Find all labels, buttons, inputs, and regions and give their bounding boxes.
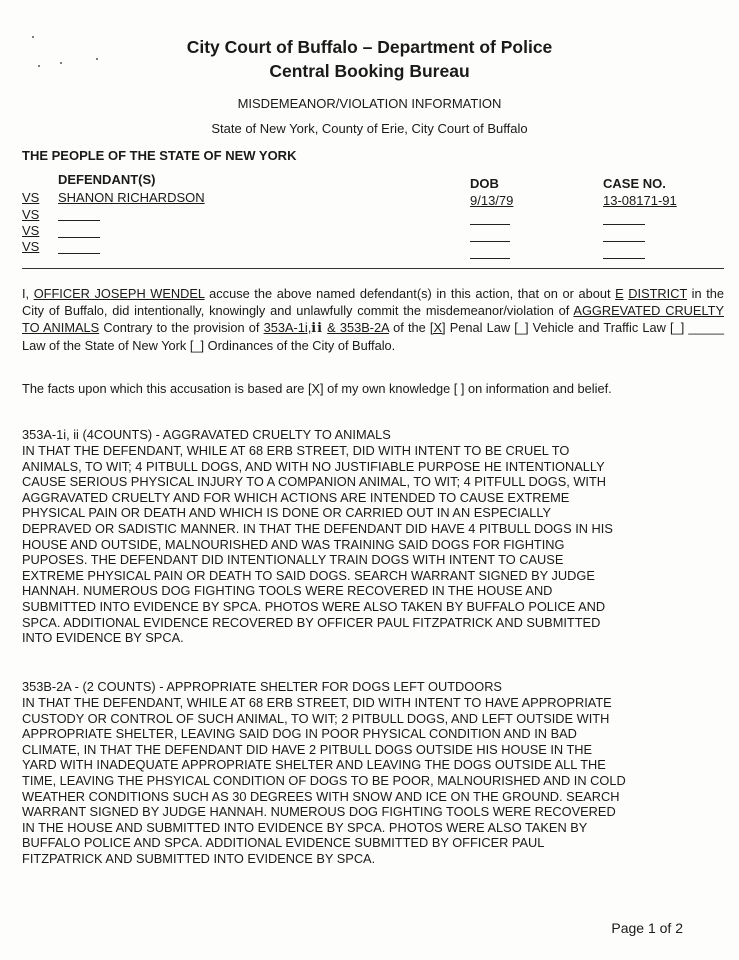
accusation-text: Contrary to the provision of — [99, 320, 264, 335]
vs-label: VS — [22, 223, 40, 238]
charge-line: SPCA. ADDITIONAL EVIDENCE RECOVERED BY OFFICER PAUL FITZPATRICK AND SUBMITTED — [22, 614, 601, 630]
offense-name: AGGREVATED CRUELTY TO ANIMALS — [22, 303, 724, 335]
accusation-text: accuse the above named defendant(s) in this action, that on or about — [204, 286, 616, 301]
charge-line: TIME, LEAVING THE PHSYICAL CONDITION OF DOGS TO BE POOR, MALNOURISHED AND IN COLD — [22, 772, 626, 788]
charge-line: PHYSICAL PAIN OR DEATH AND WHICH IS DONE OR CARRIED OUT IN AN ESPECIALLY — [22, 505, 552, 521]
charge-1-title: 353A-1i, ii (4COUNTS) - AGGRAVATED CRUELTY TO ANIMALS — [22, 427, 391, 442]
handwritten-addition: ii — [311, 321, 323, 336]
bureau-title: Central Booking Bureau — [269, 61, 470, 81]
district-value: DISTRICT — [628, 286, 688, 301]
accusation-text: of the — [388, 320, 430, 335]
jurisdiction-line: State of New York, County of Erie, City Court of Buffalo — [211, 121, 528, 136]
charge-line: DEPRAVED OR SADISTIC MANNER. IN THAT THE DEFENDANT DID HAVE 4 PITBULL DOGS IN HIS — [22, 520, 613, 536]
charge-line: HOUSE AND OUTSIDE, MALNOURISHED AND WAS TRAINING SAID DOGS FOR FIGHTING — [22, 536, 565, 552]
charge-line: INTO EVIDENCE BY SPCA. — [22, 630, 184, 646]
vs-label: VS — [22, 239, 40, 254]
accusation-text: in the City of Buffalo, did intentionally, knowingly and unlawfully commit the misdemeanor/violation of — [22, 286, 724, 318]
blank-case-line — [603, 224, 645, 225]
charge-line: CUSTODY OR CONTROL OF SUCH ANIMAL, TO WIT; 2 PITBULL DOGS, AND LEFT OUTSIDE WITH — [22, 710, 610, 726]
district-value: E — [615, 286, 624, 301]
accusation-text: I, — [22, 286, 34, 301]
charge-line: IN THAT THE DEFENDANT, WHILE AT 68 ERB STREET, DID WITH INTENT TO HAVE APPROPRIATE — [22, 695, 612, 710]
blank-dob-line — [470, 224, 510, 225]
charge-line: WEATHER CONDITIONS SUCH AS 30 DEGREES WITH SNOW AND ICE ON THE GROUND. SEARCH — [22, 788, 620, 804]
charge-line: ANIMALS, TO WIT; 4 PITBULL DOGS, AND WITH NO JUSTIFIABLE PURPOSE HE INTENTIONALLY — [22, 458, 605, 474]
blank-case-line — [603, 241, 645, 242]
people-heading: THE PEOPLE OF THE STATE OF NEW YORK — [22, 148, 297, 163]
blank-dob-line — [470, 258, 510, 259]
charge-line: IN THE HOUSE AND SUBMITTED INTO EVIDENCE BY SPCA. PHOTOS WERE ALSO TAKEN BY — [22, 819, 588, 835]
case-number: 13-08171-91 — [603, 193, 677, 208]
defendant-dob: 9/13/79 — [470, 193, 514, 208]
page-number: Page 1 of 2 — [611, 920, 683, 936]
accusation-paragraph — [22, 285, 724, 354]
charge-2-title: 353B-2A - (2 COUNTS) - APPROPRIATE SHELTER FOR DOGS LEFT OUTDOORS — [22, 679, 502, 694]
charge-line: AGGRAVATED CRUELTY AND FOR WHICH ACTIONS ARE INTENDED TO CAUSE EXTREME — [22, 489, 570, 505]
blank-defendant-line — [58, 237, 100, 238]
accusation-text: Penal Law [_] Vehicle and Traffic Law [_] _____ Law of the State of New York [_] Ordinances of the City of Buffalo. — [22, 320, 724, 353]
charge-2-body — [22, 695, 724, 867]
defendant-name: SHANON RICHARDSON — [58, 190, 205, 205]
dob-column-header: DOB — [470, 176, 499, 191]
penal-law-checkbox: [X] — [429, 320, 446, 335]
facts-statement: The facts upon which this accusation is based are [X] of my own knowledge [ ] on information and belief. — [22, 381, 612, 396]
charge-line: IN THAT THE DEFENDANT, WHILE AT 68 ERB STREET, DID WITH INTENT TO BE CRUEL TO — [22, 443, 570, 458]
officer-name: OFFICER JOSEPH WENDEL — [33, 286, 205, 301]
provision-code: & 353B-2A — [327, 320, 389, 335]
charge-line: WARRANT SIGNED BY JUDGE HANNAH. NUMEROUS DOG FIGHTING TOOLS WERE RECOVERED — [22, 804, 616, 820]
charge-line: EXTREME PHYSICAL PAIN OR DEATH TO SAID DOGS. SEARCH WARRANT SIGNED BY JUDGE — [22, 567, 595, 583]
case-no-column-header: CASE NO. — [603, 176, 666, 191]
court-title: City Court of Buffalo – Department of Police — [186, 37, 553, 57]
section-divider — [22, 268, 724, 269]
form-subtitle: MISDEMEANOR/VIOLATION INFORMATION — [237, 96, 502, 111]
charge-line: PUPOSES. THE DEFENDANT DID INTENTIONALLY TRAIN DOGS WITH INTENT TO CAUSE — [22, 552, 564, 568]
blank-defendant-line — [58, 253, 100, 254]
vs-label: VS — [22, 207, 40, 222]
charge-line: HANNAH. NUMEROUS DOG FIGHTING TOOLS WERE RECOVERED IN THE HOUSE AND — [22, 583, 553, 599]
defendants-column-header: DEFENDANT(S) — [58, 172, 156, 187]
blank-defendant-line — [58, 220, 100, 221]
charge-line: CLIMATE, IN THAT THE DEFENDANT DID HAVE 2 PITBULL DOGS OUTSIDE HIS HOUSE IN THE — [22, 741, 593, 757]
provision-code: 353A-1i, — [263, 320, 312, 335]
charge-line: BUFFALO POLICE AND SPCA. ADDITIONAL EVIDENCE SUBMITTED BY OFFICER PAUL — [22, 835, 545, 851]
blank-case-line — [603, 258, 645, 259]
charge-line: APPROPRIATE SHELTER, LEAVING SAID DOG IN POOR PHYSICAL CONDITION AND IN BAD — [22, 726, 577, 742]
vs-label: VS — [22, 190, 40, 205]
charge-line: CAUSE SERIOUS PHYSICAL INJURY TO A COMPANION ANIMAL, TO WIT; 4 PITFULL DOGS, WITH — [22, 474, 607, 490]
charge-line: SUBMITTED INTO EVIDENCE BY SPCA. PHOTOS WERE ALSO TAKEN BY BUFFALO POLICE AND — [22, 598, 606, 614]
charge-line: FITZPATRICK AND SUBMITTED INTO EVIDENCE BY SPCA. — [22, 850, 376, 866]
blank-dob-line — [470, 241, 510, 242]
charge-1-body — [22, 443, 724, 646]
charge-line: YARD WITH INADEQUATE APPROPRIATE SHELTER AND LEAVING THE DOGS OUTSIDE ALL THE — [22, 757, 606, 773]
